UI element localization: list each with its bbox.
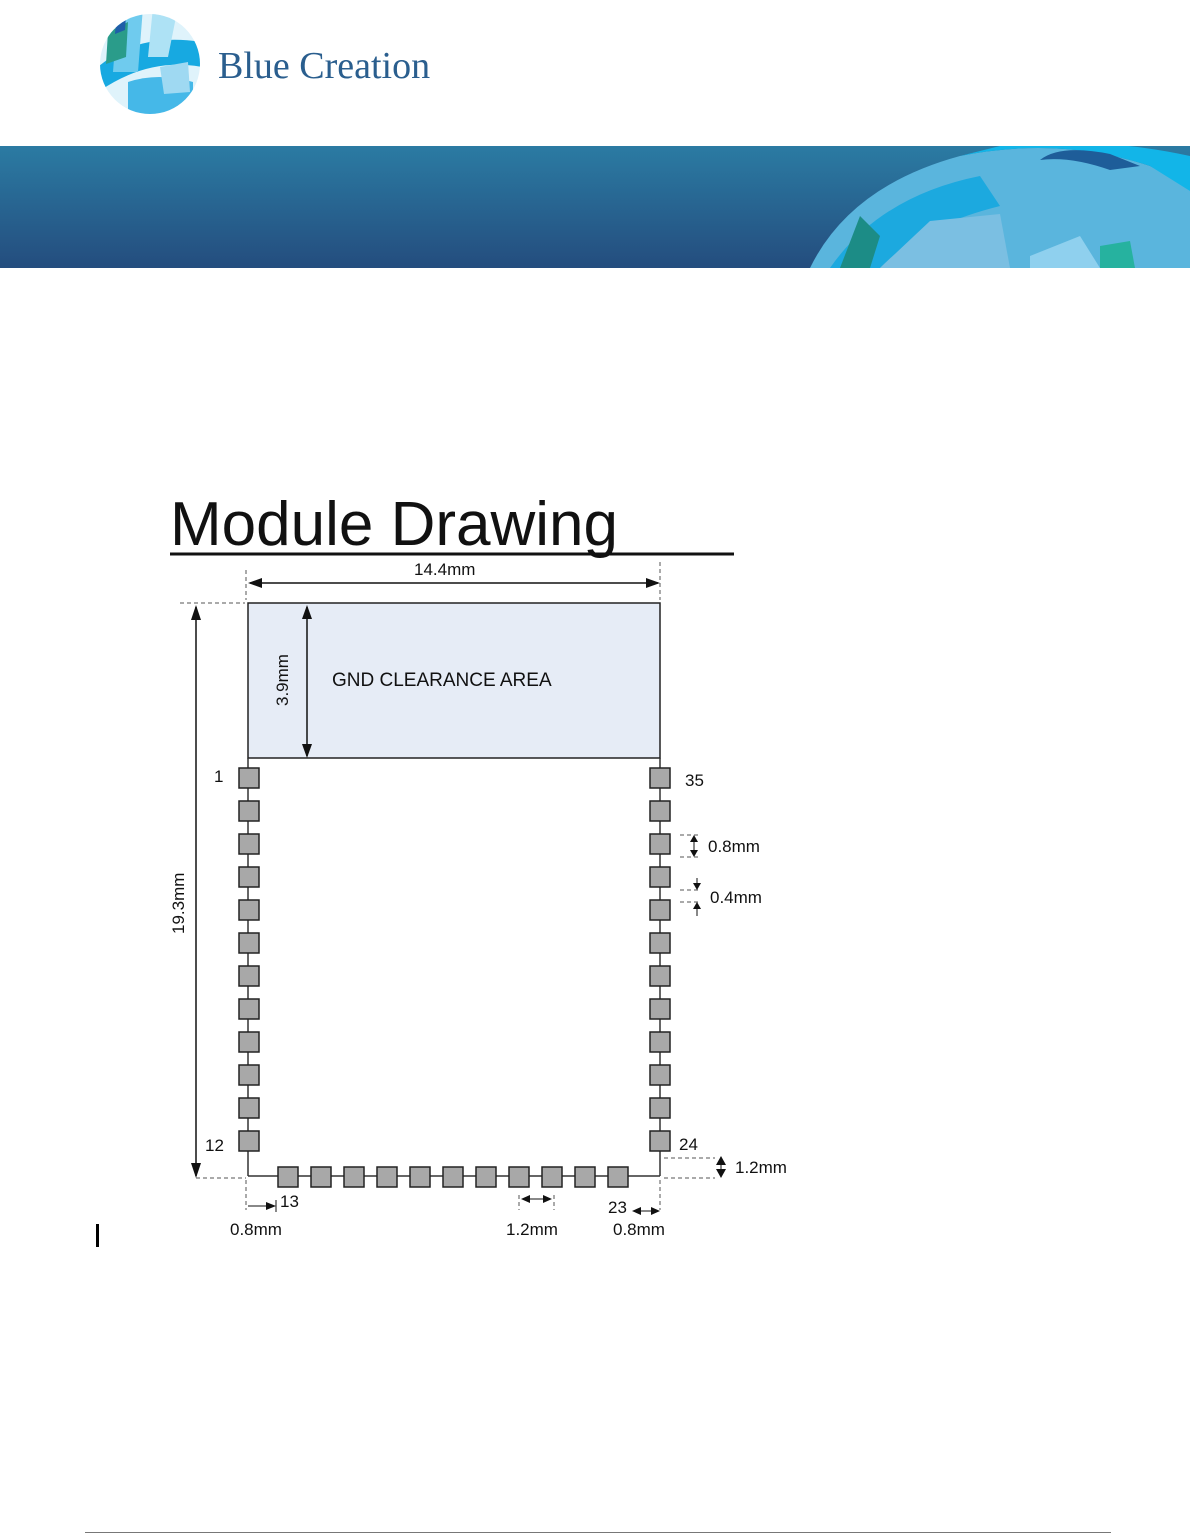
dim-clearance-label: 3.9mm [273,654,292,706]
pin-label-35: 35 [685,771,704,790]
page-header [0,0,1190,140]
pad-6 [239,933,259,953]
pad-16 [377,1167,397,1187]
pad-12 [239,1131,259,1151]
pad-33 [650,834,670,854]
dim-right-edge-label: 0.8mm [613,1220,665,1239]
pin-label-13: 13 [280,1192,299,1211]
pad-9 [239,1032,259,1052]
pad-24 [650,1131,670,1151]
pad-13 [278,1167,298,1187]
dim-pad-size-label: 0.8mm [708,837,760,856]
pin-label-24: 24 [679,1135,698,1154]
pad-18 [443,1167,463,1187]
footer-rule [85,1532,1111,1533]
pad-28 [650,999,670,1019]
pad-22 [575,1167,595,1187]
pin-label-23: 23 [608,1198,627,1217]
pin-label-12: 12 [205,1136,224,1155]
pad-group [239,768,670,1187]
dim-pad-gap-label: 0.4mm [710,888,762,907]
pin-label-1: 1 [214,767,224,786]
pad-35 [650,768,670,788]
globe-logo-icon [98,12,202,116]
dim-width-label: 14.4mm [414,560,476,579]
text-cursor-bar [96,1224,99,1247]
dim-pitch-label: 1.2mm [506,1220,558,1239]
pad-2 [239,801,259,821]
pad-31 [650,900,670,920]
header-banner [0,146,1190,268]
dim-left-edge-label: 0.8mm [230,1220,282,1239]
pad-14 [311,1167,331,1187]
brand-name: Blue Creation [218,45,431,87]
pad-32 [650,867,670,887]
pad-10 [239,1065,259,1085]
dim-bottom-offset-label: 1.2mm [735,1158,787,1177]
pad-5 [239,900,259,920]
pad-29 [650,966,670,986]
pad-1 [239,768,259,788]
pad-3 [239,834,259,854]
pad-27 [650,1032,670,1052]
module-drawing [0,470,1190,1270]
gnd-clearance-label: GND CLEARANCE AREA [332,670,552,691]
pad-25 [650,1098,670,1118]
pad-34 [650,801,670,821]
pad-20 [509,1167,529,1187]
pad-7 [239,966,259,986]
pad-17 [410,1167,430,1187]
pad-26 [650,1065,670,1085]
pad-4 [239,867,259,887]
pad-19 [476,1167,496,1187]
drawing-title: Module Drawing [170,490,618,559]
pad-8 [239,999,259,1019]
pad-23 [608,1167,628,1187]
pad-15 [344,1167,364,1187]
pad-21 [542,1167,562,1187]
dim-height-label: 19.3mm [169,872,188,934]
pad-30 [650,933,670,953]
pad-11 [239,1098,259,1118]
